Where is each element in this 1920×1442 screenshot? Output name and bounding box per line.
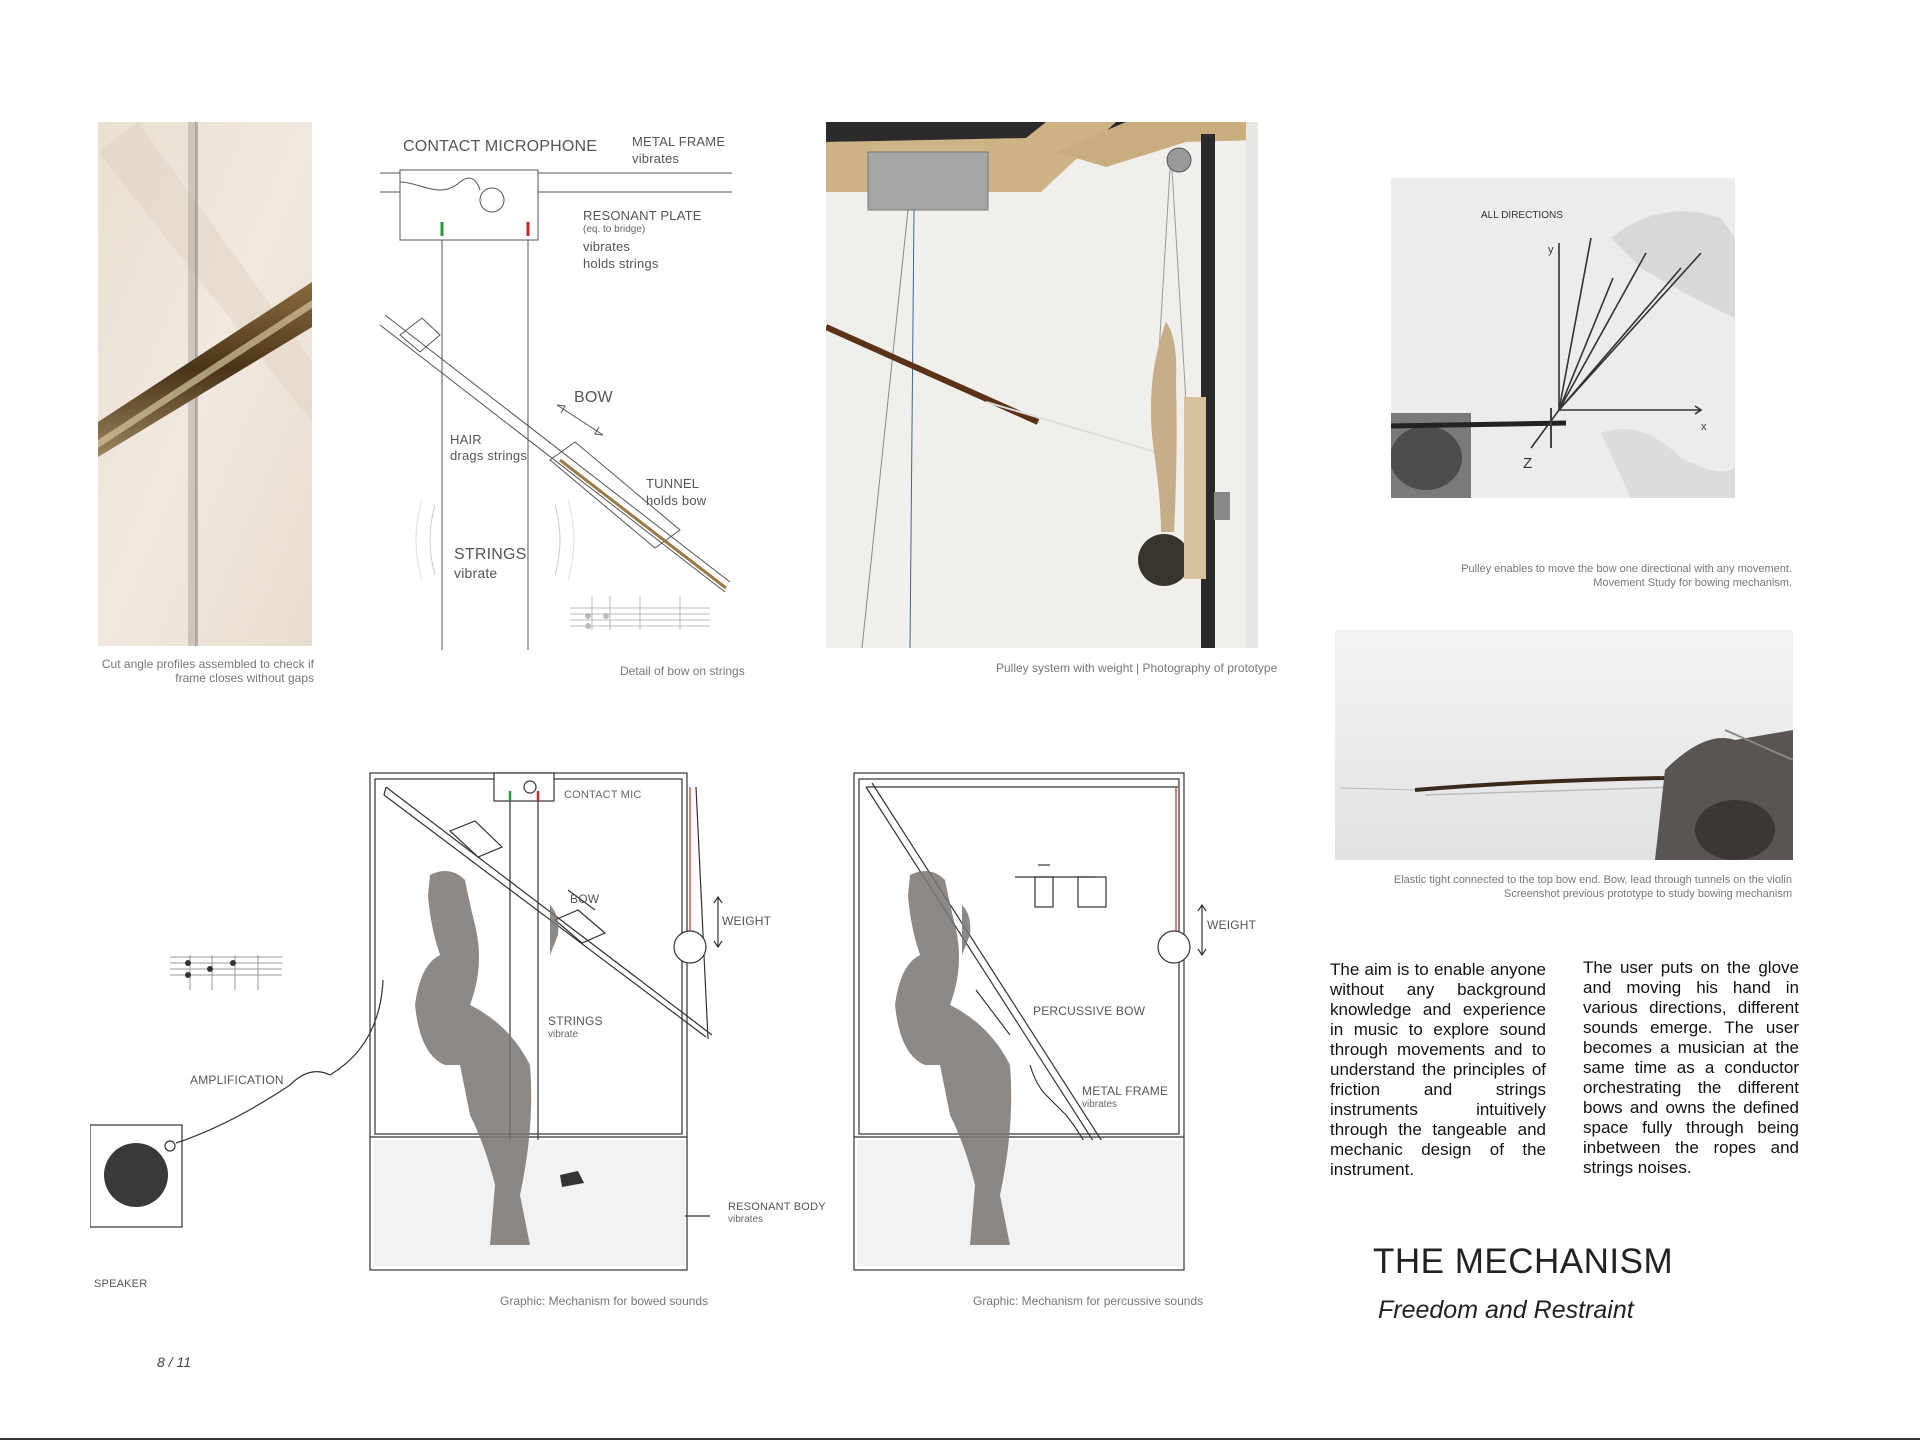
movement-study-photo: [1391, 178, 1735, 498]
label-resonant-plate-note: (eq. to bridge): [583, 224, 646, 235]
annotation-all-directions: ALL DIRECTIONS: [1481, 210, 1563, 221]
label-strings: STRINGS: [454, 546, 527, 563]
page-title: THE MECHANISM: [1373, 1242, 1674, 1281]
label-strings-bowed: STRINGS: [548, 1014, 603, 1028]
label-strings-bowed-sub: vibrate: [548, 1029, 579, 1040]
label-resonant-body-sub: vibrates: [728, 1214, 764, 1225]
label-hair: HAIR: [450, 432, 482, 447]
label-resonant-body: RESONANT BODY: [728, 1201, 826, 1213]
label-metal-frame-percussive-sub: vibrates: [1082, 1099, 1118, 1110]
axis-y-label: y: [1548, 244, 1554, 256]
label-metal-frame-percussive: METAL FRAME: [1082, 1084, 1169, 1098]
page-number: 8 / 11: [157, 1354, 191, 1370]
label-tunnel: TUNNEL: [646, 476, 700, 491]
label-tunnel-sub: holds bow: [646, 493, 707, 508]
label-hair-sub: drags strings: [450, 448, 528, 463]
percussive-mechanism-diagram: [850, 765, 1240, 1275]
label-resonant-plate-vibrates: vibrates: [583, 239, 631, 254]
pulley-photo: [826, 122, 1258, 648]
caption-pulley-photo: Pulley system with weight | Photography of prototype: [996, 661, 1278, 675]
label-contact-mic-bowed: CONTACT MIC: [564, 789, 642, 801]
caption-photo-profiles: Cut angle profiles assembled to check if frame closes without gaps: [101, 657, 314, 685]
label-weight-bowed: WEIGHT: [722, 914, 772, 928]
label-bow-bowed: BOW: [570, 892, 600, 906]
text-column-right: The user puts on the glove and moving his hand in various directions, different sounds emerge. The user becomes a musician at the same time as a conductor orchestrating the different bows and owns the defined space fully through being inbetween the ropes and strings noises.: [1583, 958, 1799, 1177]
label-metal-frame-sub: vibrates: [632, 151, 680, 166]
label-bow: BOW: [574, 389, 613, 406]
label-strings-sub: vibrate: [454, 565, 498, 581]
caption-movement-study: Pulley enables to move the bow one directional with any movement. Movement Study for bowing mechanism.: [1461, 563, 1792, 589]
caption-detail-bow: Detail of bow on strings: [620, 664, 745, 678]
label-amplification: AMPLIFICATION: [190, 1073, 284, 1087]
bottom-rule: [0, 1438, 1920, 1440]
label-metal-frame: METAL FRAME: [632, 134, 726, 149]
label-speaker: SPEAKER: [94, 1278, 148, 1290]
caption-percussive-graphic: Graphic: Mechanism for percussive sounds: [973, 1294, 1204, 1308]
bowed-mechanism-diagram: [90, 765, 890, 1275]
axis-x-label: x: [1701, 421, 1707, 433]
text-column-left: The aim is to enable anyone without any background knowledge and experience in music to explore sound through movements and to understand the principles of friction and strings instruments intuitively through the tangeable and mechanic design of the instrument.: [1330, 960, 1546, 1179]
label-contact-microphone: CONTACT MICROPHONE: [403, 138, 598, 155]
elastic-bow-photo: [1335, 630, 1793, 860]
page-subtitle: Freedom and Restraint: [1378, 1296, 1634, 1324]
caption-bowed-graphic: Graphic: Mechanism for bowed sounds: [500, 1294, 709, 1308]
label-weight-percussive: WEIGHT: [1207, 918, 1257, 932]
label-resonant-plate: RESONANT PLATE: [583, 208, 702, 223]
label-percussive-bow: PERCUSSIVE BOW: [1033, 1004, 1146, 1018]
label-resonant-plate-holds: holds strings: [583, 256, 659, 271]
axis-z-label: Z: [1523, 455, 1533, 472]
bow-closeup-photo: [98, 122, 312, 646]
caption-elastic-tight: Elastic tight connected to the top bow end. Bow, lead through tunnels on the violin Screenshot previous prototype to study bowing mechanism: [1393, 874, 1792, 900]
